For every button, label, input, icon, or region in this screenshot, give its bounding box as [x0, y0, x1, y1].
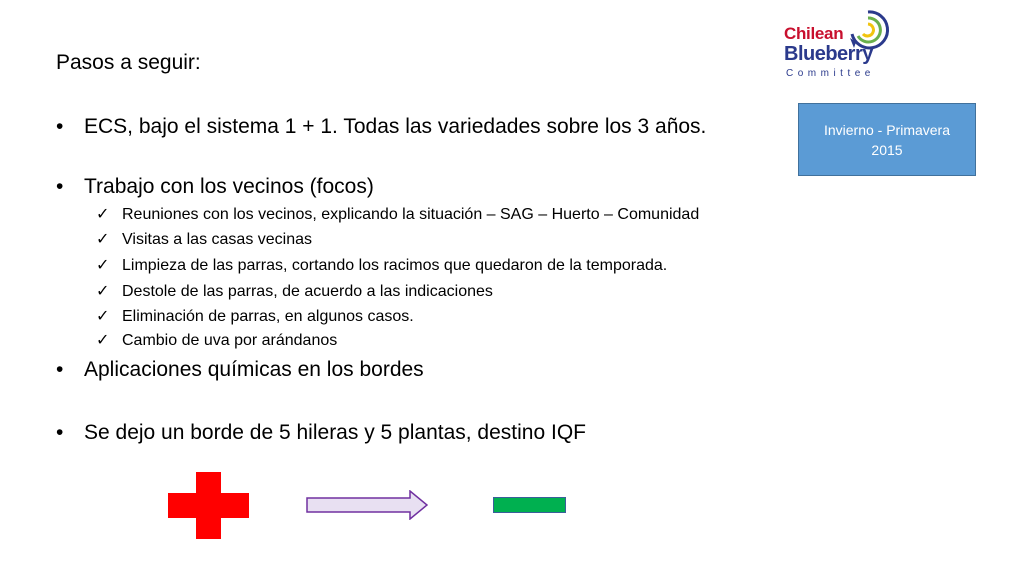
check-list-item — [96, 205, 699, 225]
bullet-text: Se dejo un borde de 5 hileras y 5 plantas, destino IQF — [84, 421, 586, 444]
check-item-text: Cambio de uva por arándanos — [122, 332, 338, 349]
chilean-blueberry-committee-logo — [780, 8, 895, 86]
checkmark-icon: ✓ — [96, 283, 110, 300]
bullet-item — [56, 357, 424, 383]
minus-bar-icon — [493, 497, 566, 513]
bullet-text: Trabajo con los vecinos (focos) — [84, 175, 374, 198]
check-item-text: Reuniones con los vecinos, explicando la situación – SAG – Huerto – Comunidad — [122, 206, 700, 223]
logo-chilean: Chilean — [784, 24, 844, 43]
bullet-dot: • — [56, 421, 64, 444]
checkmark-icon: ✓ — [96, 308, 110, 325]
right-arrow-icon — [306, 490, 428, 520]
check-list-item — [96, 230, 312, 250]
bullet-item — [56, 420, 586, 446]
checkmark-icon: ✓ — [96, 231, 110, 248]
checkmark-icon: ✓ — [96, 206, 110, 223]
bullet-text: ECS, bajo el sistema 1 + 1. Todas las variedades sobre los 3 años. — [84, 115, 707, 138]
check-item-text: Destole de las parras, de acuerdo a las indicaciones — [122, 283, 493, 300]
slide-heading: Pasos a seguir: — [56, 51, 201, 74]
check-list-item — [96, 282, 493, 302]
check-item-text: Limpieza de las parras, cortando los racimos que quedaron de la temporada. — [122, 257, 668, 274]
bullet-dot: • — [56, 175, 64, 198]
check-list-item — [96, 307, 414, 327]
plus-cross-icon — [168, 472, 249, 539]
check-list-item — [96, 256, 667, 276]
checkmark-icon: ✓ — [96, 332, 110, 349]
bullet-dot: • — [56, 115, 64, 138]
check-list-item — [96, 331, 337, 351]
logo-committee: Committee — [786, 68, 875, 79]
bullet-item — [56, 174, 374, 200]
logo-blueberry: Blueberry — [784, 43, 873, 65]
bullet-item — [56, 114, 706, 140]
check-item-text: Eliminación de parras, en algunos casos. — [122, 308, 414, 325]
season-label-line1: Invierno - Primavera — [823, 121, 951, 138]
check-item-text: Visitas a las casas vecinas — [122, 231, 313, 248]
bullet-dot: • — [56, 358, 64, 381]
checkmark-icon: ✓ — [96, 257, 110, 274]
season-label-box — [798, 103, 976, 176]
bullet-text: Aplicaciones químicas en los bordes — [84, 358, 424, 381]
season-label-line2: 2015 — [871, 141, 903, 158]
